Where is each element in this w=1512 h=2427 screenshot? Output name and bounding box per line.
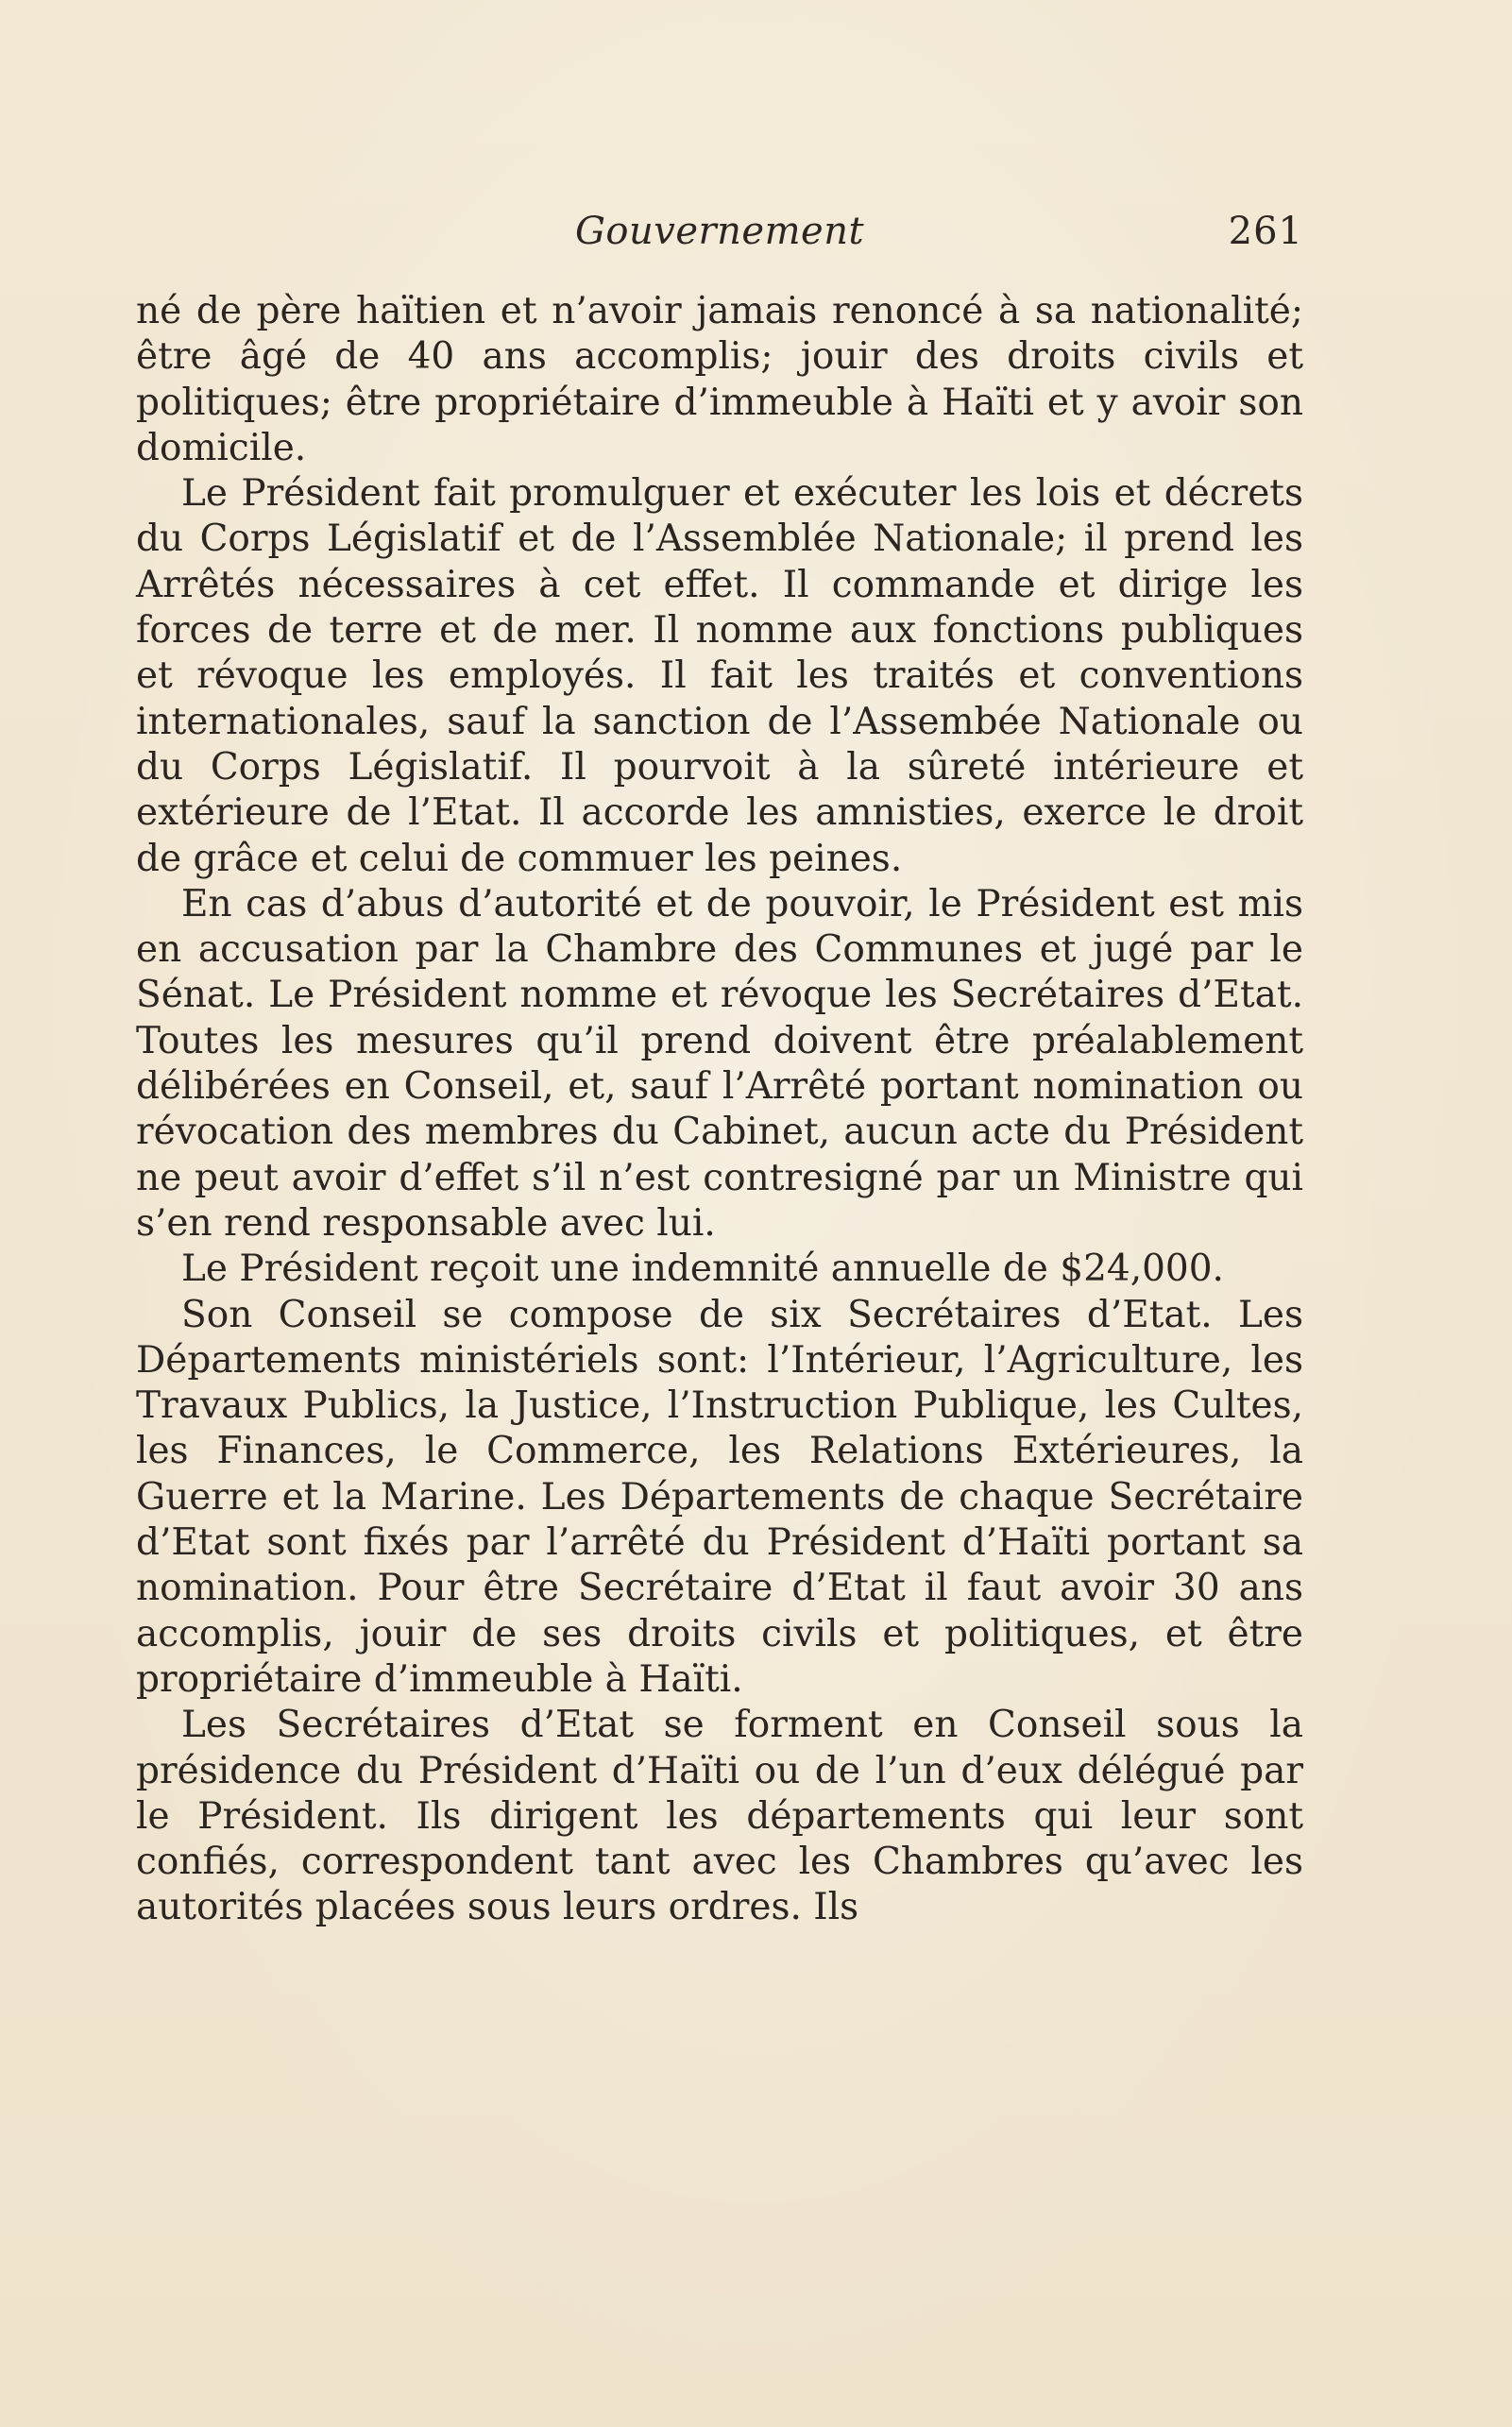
running-title: Gouvernement (574, 210, 865, 253)
body-text (136, 289, 1303, 1931)
paragraph-5: Son Conseil se compose de six Secrétaires d’Etat. Les Départements ministériels sont: l’Intérieur, l’Agriculture, les Travaux Publics, la Justice, l’Instruction Publique, les Cultes, les Finances, le Commerce, les Relations Extérieures, la Guerre et la Marine. Les Départements de chaque Secrétaire d’Etat sont fixés par l’arrêté du Président d’Haïti portant sa nomination. Pour être Secrétaire d’Etat il faut avoir 30 ans accomplis, jouir de ses droits civils et politiques, et être propriétaire d’immeuble à Haïti. (136, 1293, 1303, 1701)
paragraph-3: En cas d’abus d’autorité et de pouvoir, le Président est mis en accusation par la Chambre des Communes et jugé par le Sénat. Le Président nomme et révoque les Secrétaires d’Etat. Toutes les mesures qu’il prend doivent être préalablement délibérées en Conseil, et, sauf l’Arrêté portant nomination ou révocation des membres du Cabinet, aucun acte du Président ne peut avoir d’effet s’il n’est contresigné par un Ministre qui s’en rend responsable avec lui. (136, 882, 1303, 1245)
paragraph-6: Les Secrétaires d’Etat se forment en Conseil sous la présidence du Président d’Haïti ou de l’un d’eux délégué par le Président. Ils dirigent les départements qui leur sont confiés, correspondent tant avec les Chambres qu’avec les autorités placées sous leurs ordres. Ils (136, 1704, 1303, 1929)
paragraph-1: né de père haïtien et n’avoir jamais renoncé à sa nationalité; être âgé de 40 ans accomplis; jouir des droits civils et politiques; être propriétaire d’immeuble à Haïti et y avoir son domicile. (136, 290, 1303, 469)
paragraph-2: Le Président fait promulguer et exécuter les lois et décrets du Corps Législatif et de l’Assemblée Nationale; il prend les Arrêtés nécessaires à cet effet. Il commande et dirige les forces de terre et de mer. Il nomme aux fonctions publiques et révoque les employés. Il fait les traités et conventions internationales, sauf la sanction de l’Assembée Nationale ou du Corps Législatif. Il pourvoit à la sûreté intérieure et extérieure de l’Etat. Il accorde les amnisties, exerce le droit de grâce et celui de commuer les peines. (136, 472, 1303, 880)
running-head (136, 210, 1303, 266)
paragraph-4: Le Président reçoit une indemnité annuelle de $24,000. (181, 1247, 1224, 1291)
page-number: 261 (1228, 210, 1303, 253)
